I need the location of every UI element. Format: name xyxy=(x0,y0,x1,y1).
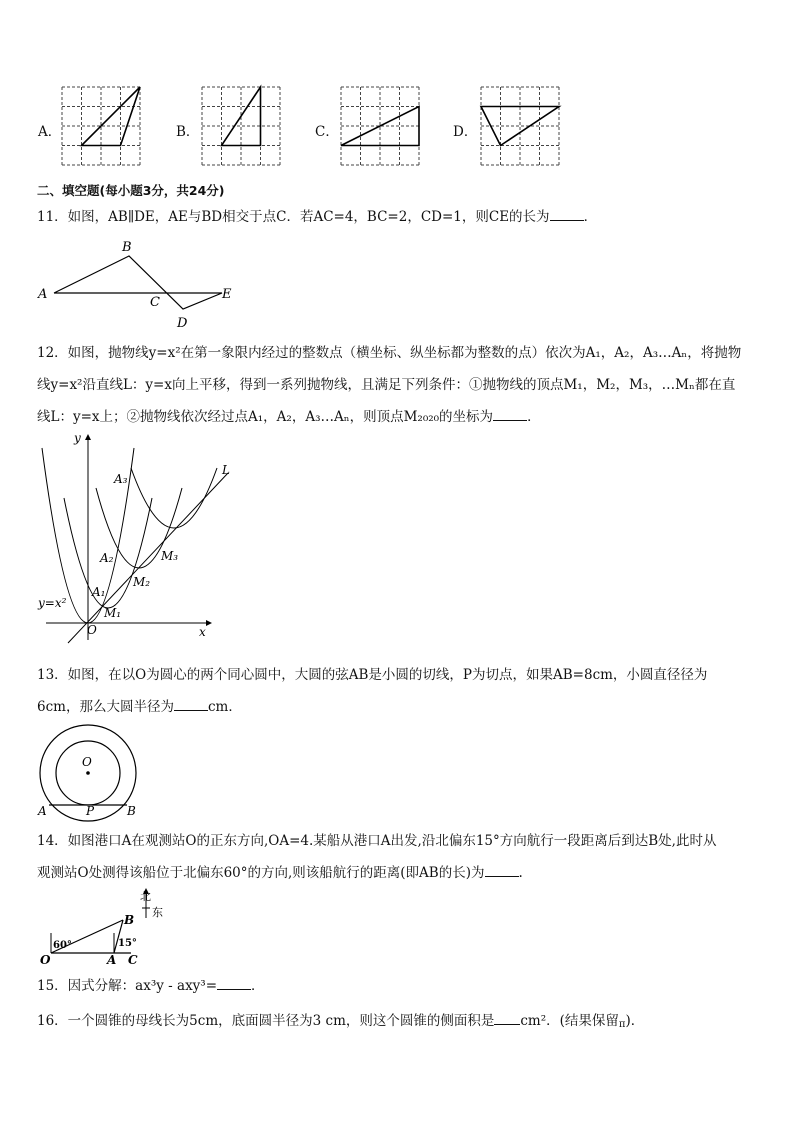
q16-pi: π xyxy=(618,1019,626,1030)
q11-label-a: A xyxy=(38,287,48,302)
q14-stem: 观测站O处测得该船位于北偏东60°的方向,则该船航行的距离(即AB的长)为 xyxy=(37,865,485,881)
q13-figure xyxy=(36,724,146,824)
q14-label-60: 60° xyxy=(53,940,72,951)
q11-stem: 11．如图，AB∥DE，AE与BD相交于点C．若AC=4，BC=2，CD=1，则CE的长为 xyxy=(37,209,550,225)
question-12-line-3 xyxy=(37,408,541,426)
q11-answer-blank xyxy=(550,208,584,221)
q12-label-m2: M₂ xyxy=(133,575,151,589)
q13-answer-blank xyxy=(174,698,208,711)
q15-answer-blank xyxy=(217,977,251,990)
q13-label-p: P xyxy=(86,804,95,818)
q12-line-2: 线y=x²沿直线L：y=x向上平移，得到一系列抛物线，且满足下列条件：①抛物线的顶点M₁，M₂，M₃，…Mₙ都在直 xyxy=(37,377,736,393)
q12-label-a1: A₁ xyxy=(92,585,106,599)
q12-label-a3: A₃ xyxy=(114,472,128,486)
q14-end: . xyxy=(518,865,523,881)
q12-label-curve: y=x² xyxy=(38,596,67,610)
q12-line-1: 12．如图，抛物线y=x²在第一象限内经过的整数点（横坐标、纵坐标都为整数的点）依次为A₁，A₂，A₃…Aₙ，将抛物 xyxy=(37,345,742,361)
q13-label-a: A xyxy=(38,804,47,818)
q12-label-a2: A₂ xyxy=(100,551,114,565)
q12-figure xyxy=(36,428,236,643)
q13-label-o: O xyxy=(82,755,92,769)
option-c-figure xyxy=(339,85,419,165)
q12-label-l: L xyxy=(222,463,230,477)
q16-end: )． xyxy=(625,1013,645,1029)
q11-figure xyxy=(36,238,246,333)
question-13-line-2 xyxy=(37,698,242,716)
q14-line-1: 14．如图港口A在观测站O的正东方向,OA=4.某船从港口A出发,沿北偏东15°方向航行一段距离后到达B处,此时从 xyxy=(37,833,717,849)
q11-label-b: B xyxy=(122,240,132,255)
q16-mid: cm²．(结果保留 xyxy=(520,1013,619,1029)
q14-label-o: O xyxy=(40,953,51,967)
q16-stem: 16．一个圆锥的母线长为5cm，底面圆半径为3 cm，则这个圆锥的侧面积是 xyxy=(37,1013,495,1029)
q15-end: ． xyxy=(251,978,265,994)
q13-stem: 6cm，那么大圆半径为 xyxy=(37,699,174,715)
q12-label-y: y xyxy=(74,431,81,445)
option-d-figure xyxy=(479,85,559,165)
q12-answer-blank xyxy=(493,408,527,421)
q12-label-m3: M₃ xyxy=(161,549,179,563)
q11-label-c: C xyxy=(150,295,160,310)
option-d-label: D． xyxy=(453,124,478,140)
q11-label-e: E xyxy=(222,287,232,302)
q14-label-north: 北 xyxy=(140,890,151,903)
q12-end: ． xyxy=(527,409,541,425)
option-a-figure xyxy=(60,85,140,165)
q12-label-x: x xyxy=(199,625,206,639)
section-title: 二、填空题(每小题3分，共24分) xyxy=(37,183,225,198)
question-15-text xyxy=(37,977,265,995)
option-a-label: A． xyxy=(38,124,62,140)
q13-line-1: 13．如图，在以O为圆心的两个同心圆中，大圆的弦AB是小圆的切线，P为切点，如果AB=8cm，小圆直径径为 xyxy=(37,667,708,683)
q14-label-a: A xyxy=(107,953,117,967)
q14-answer-blank xyxy=(485,864,519,877)
q14-label-15: 15° xyxy=(118,938,137,949)
question-11-text xyxy=(37,208,597,226)
q13-label-b: B xyxy=(127,804,136,818)
question-14-line-2 xyxy=(37,864,523,882)
q11-label-d: D xyxy=(177,316,188,331)
q14-figure xyxy=(36,888,176,968)
q12-label-o: O xyxy=(87,623,97,637)
question-16-text xyxy=(37,1012,644,1034)
q13-end: cm． xyxy=(207,699,242,715)
option-b-figure xyxy=(200,85,280,165)
q14-label-b: B xyxy=(124,913,135,927)
q12-label-m1: M₁ xyxy=(104,606,122,620)
q14-label-east: 东 xyxy=(152,906,163,919)
option-b-label: B． xyxy=(176,124,200,140)
q12-stem: 线L：y=x上；②抛物线依次经过点A₁，A₂，A₃…Aₙ，则顶点M₂₀₂₀的坐标为 xyxy=(37,409,494,425)
q16-answer-blank xyxy=(494,1012,520,1025)
q11-end: ． xyxy=(583,209,598,225)
option-c-label: C． xyxy=(315,124,339,140)
q14-label-c: C xyxy=(128,953,138,967)
q15-stem: 15．因式分解：ax³y - axy³= xyxy=(37,978,218,994)
